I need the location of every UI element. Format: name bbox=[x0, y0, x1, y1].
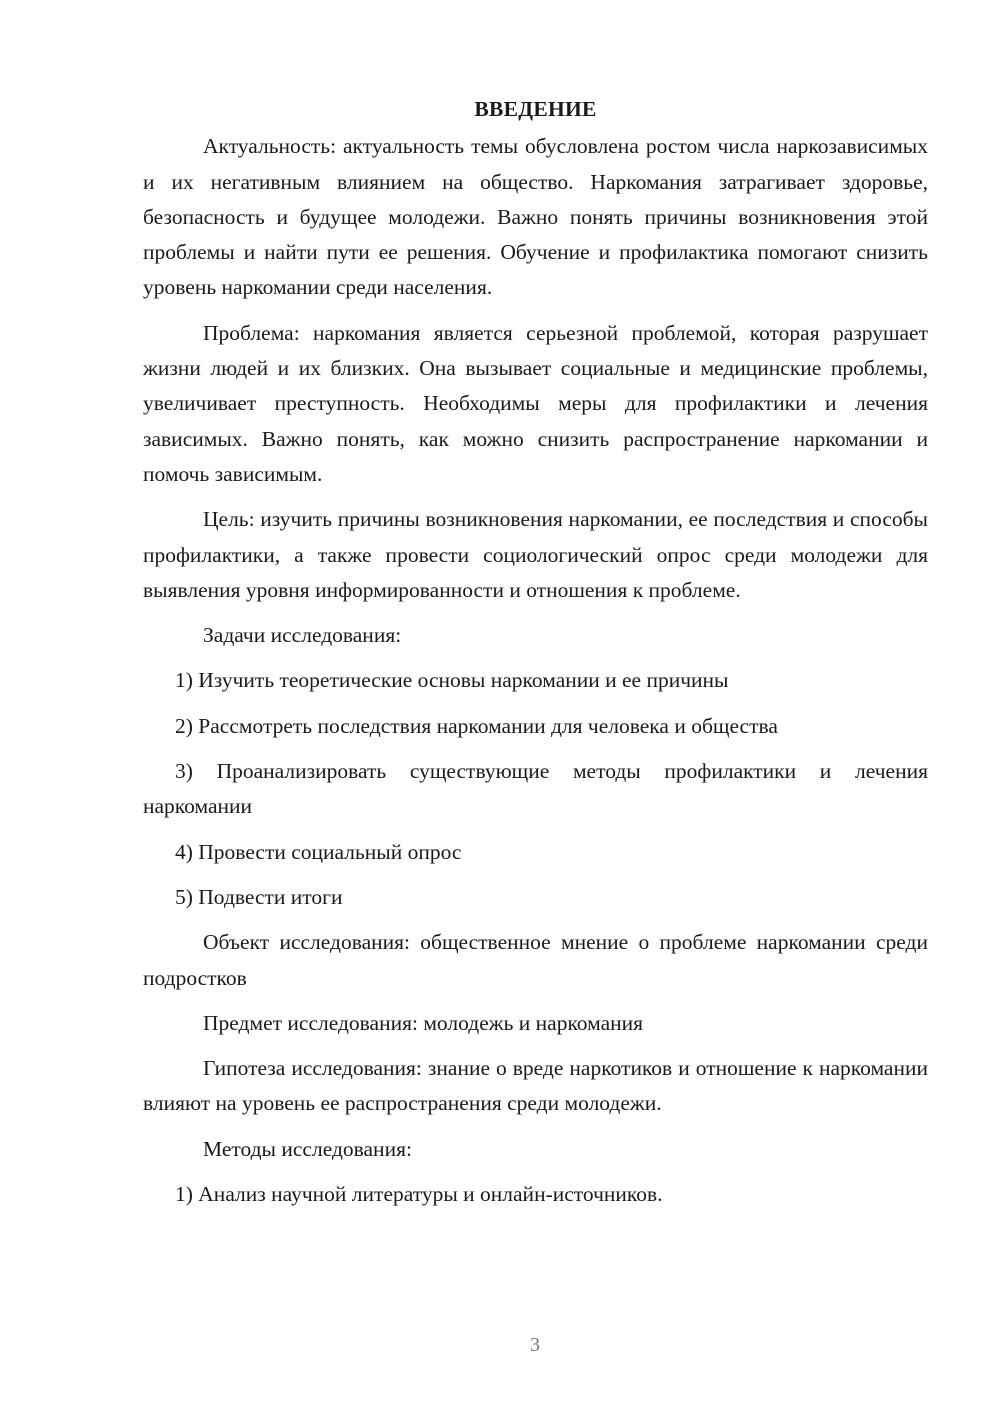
tasks-heading: Задачи исследования: bbox=[203, 623, 402, 648]
hypothesis-paragraph: Гипотеза исследования: знание о вреде наркотиков и отношение к наркомании влияют на уровень ее распространения среди молодежи. bbox=[143, 1056, 928, 1116]
section-title: ВВЕДЕНИЕ bbox=[474, 97, 597, 121]
relevance-paragraph: Актуальность: актуальность темы обусловлена ростом числа наркозависимых и их негативным влиянием на общество. Наркомания затрагивает здоровье, безопасность и будущее молодежи. Важно понять причины возникновения этой проблемы и найти пути ее решения. Обучение и профилактика помогают снизить уровень наркомании среди населения. bbox=[143, 134, 928, 300]
task-item: 1) Изучить теоретические основы наркомании и ее причины bbox=[175, 668, 729, 693]
document-page bbox=[143, 92, 928, 1222]
task-item: 2) Рассмотреть последствия наркомании для человека и общества bbox=[175, 713, 778, 738]
task-item: 3) Проанализировать существующие методы профилактики и лечения наркомании bbox=[143, 759, 928, 819]
task-item: 5) Подвести итоги bbox=[175, 884, 343, 909]
goal-paragraph: Цель: изучить причины возникновения наркомании, ее последствия и способы профилактики, а также провести социологический опрос среди молодежи для выявления уровня информированности и отношения к проблеме. bbox=[143, 507, 928, 602]
page-number: 3 bbox=[530, 1334, 540, 1356]
object-paragraph: Объект исследования: общественное мнение о проблеме наркомании среди подростков bbox=[143, 930, 928, 990]
methods-heading: Методы исследования: bbox=[203, 1136, 412, 1161]
subject-paragraph: Предмет исследования: молодежь и наркомания bbox=[203, 1010, 644, 1035]
task-item: 4) Провести социальный опрос bbox=[175, 839, 462, 864]
problem-paragraph: Проблема: наркомания является серьезной проблемой, которая разрушает жизни людей и их близких. Она вызывает социальные и медицинские проблемы, увеличивает преступность. Необходимы меры для профилактики и лечения зависимых. Важно понять, как можно снизить распространение наркомании и помочь зависимым. bbox=[143, 320, 928, 486]
method-item: 1) Анализ научной литературы и онлайн-источников. bbox=[175, 1182, 663, 1207]
